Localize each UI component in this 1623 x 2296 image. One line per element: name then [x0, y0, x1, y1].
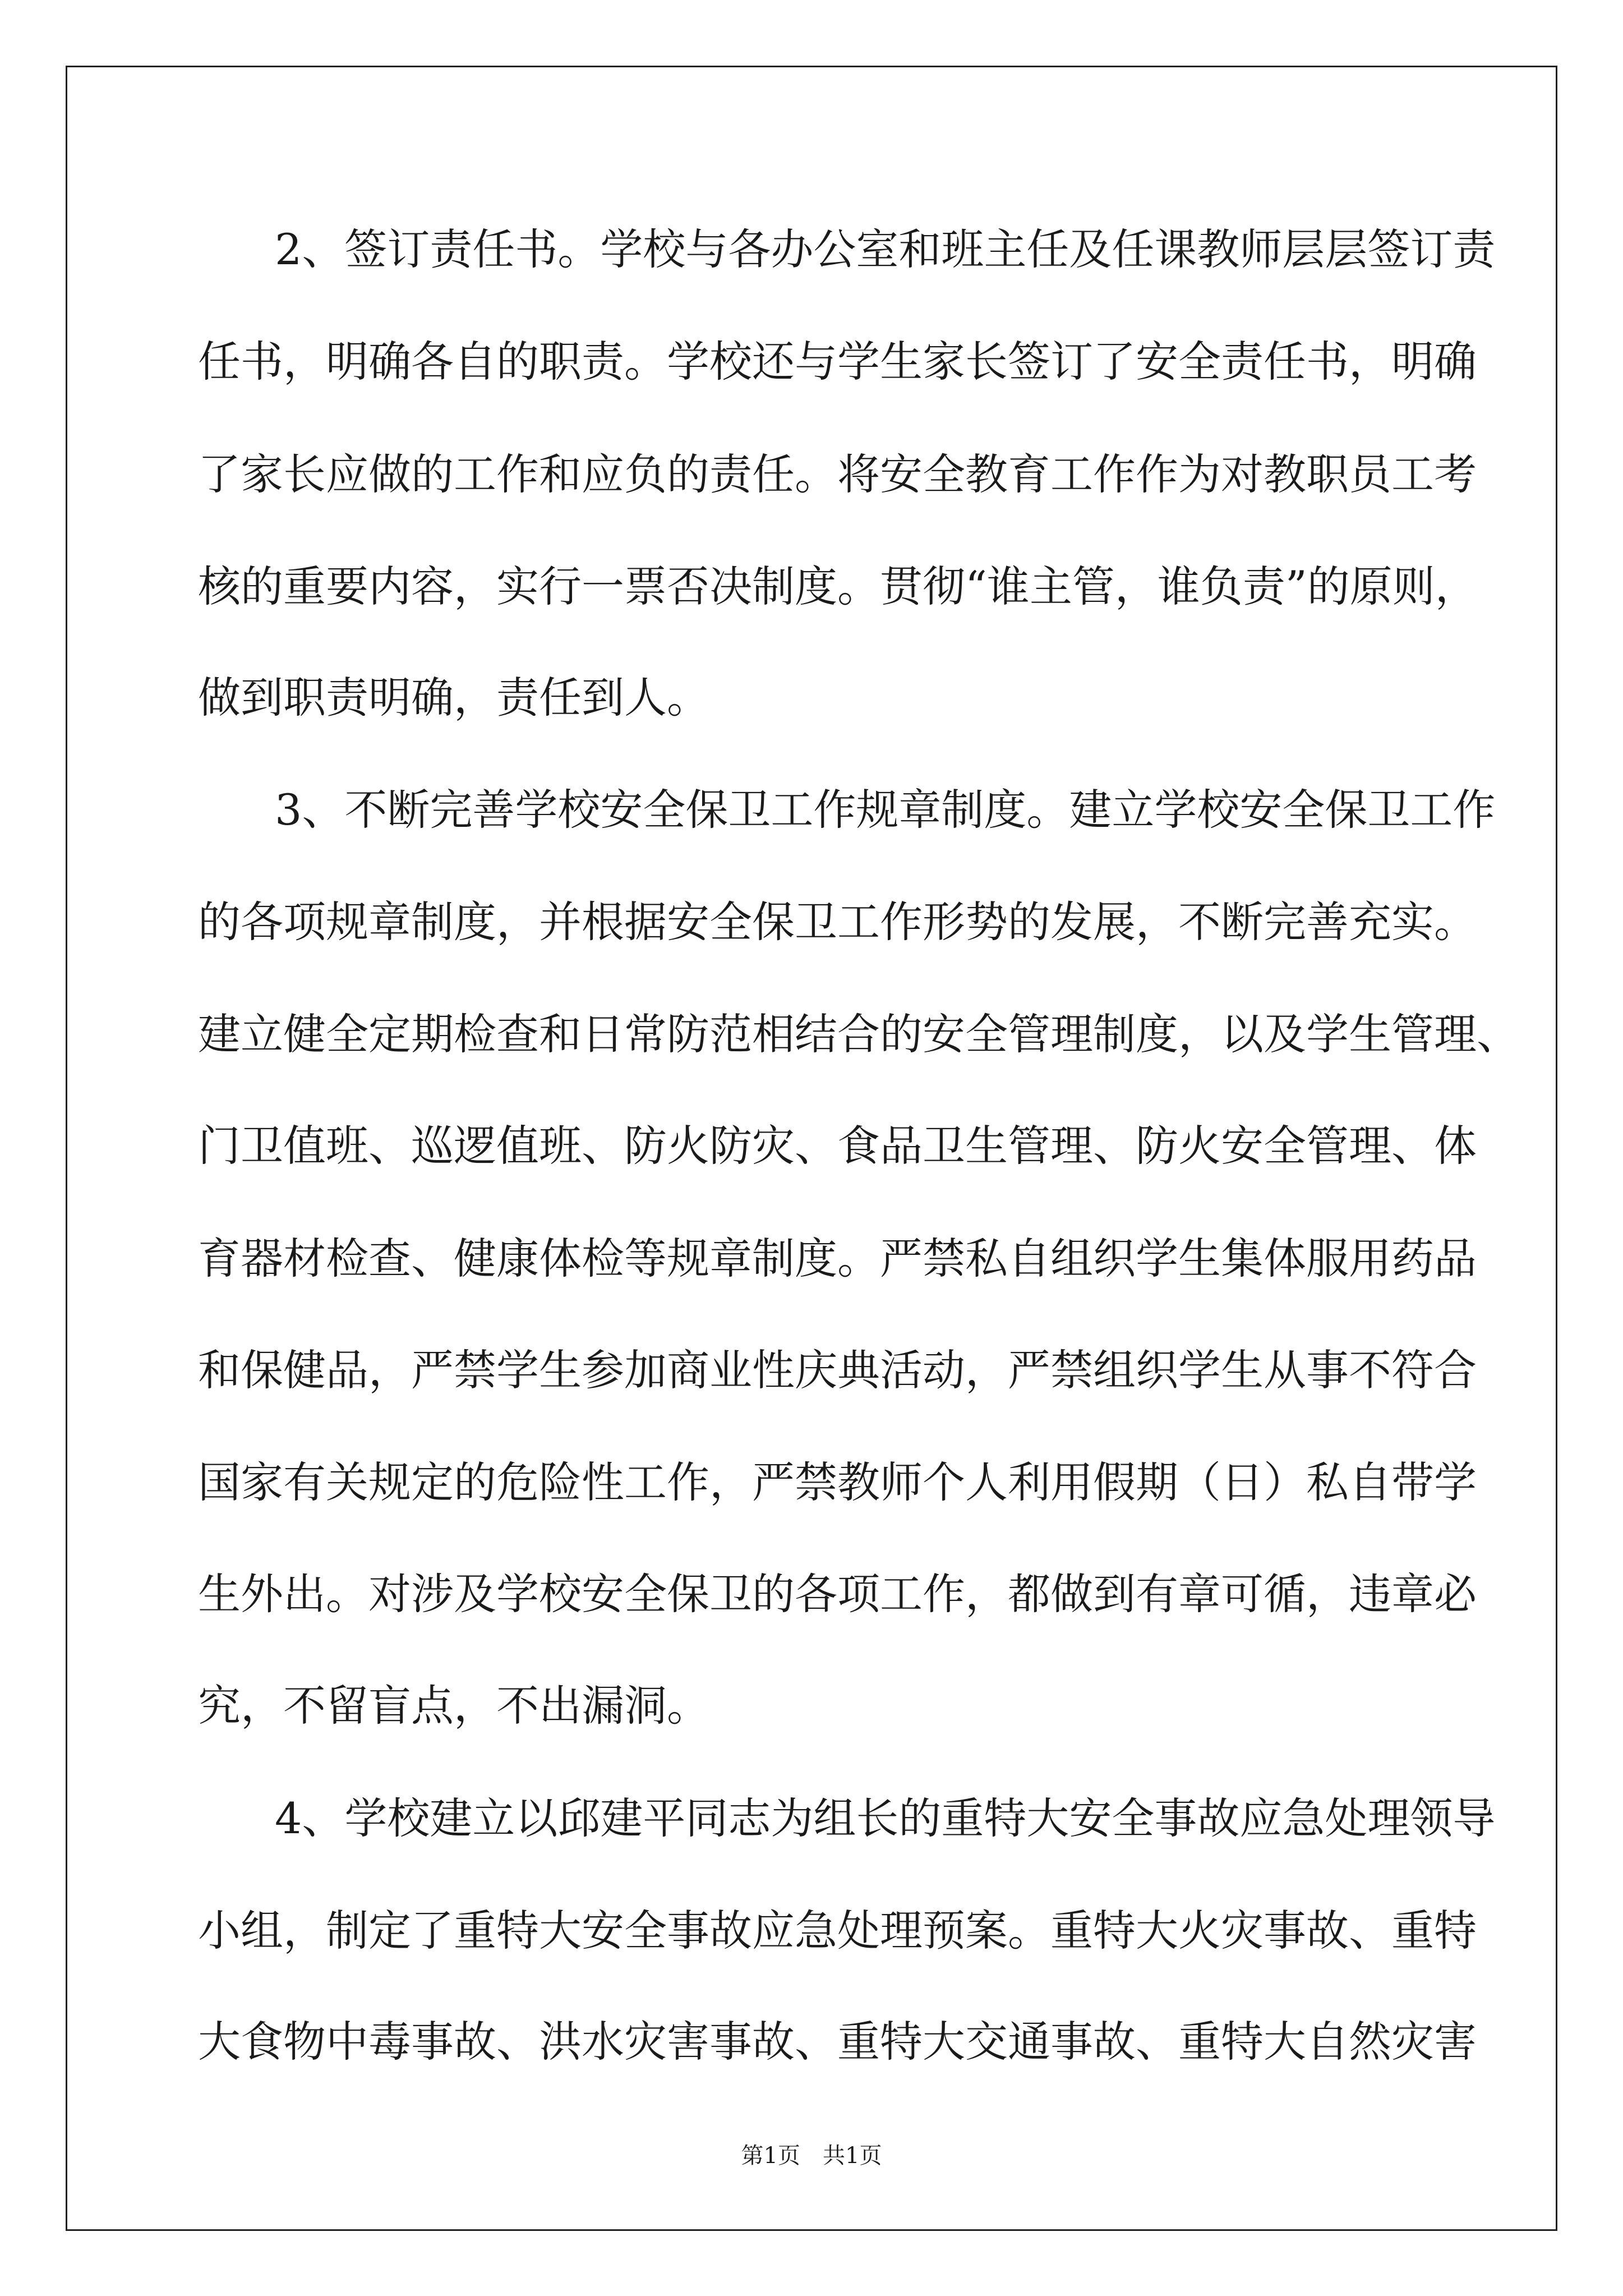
page-total: 共1页: [823, 2143, 882, 2169]
paragraph-3-line-6: 和保健品，严禁学生参加商业性庆典活动，严禁组织学生从事不符合: [198, 1345, 1477, 1395]
paragraph-3-line-3: 建立健全定期检查和日常防范相结合的安全管理制度，以及学生管理、: [198, 1009, 1519, 1059]
paragraph-2-line-5: 做到职责明确，责任到人。: [198, 673, 709, 723]
paragraph-3-line-9: 究，不留盲点，不出漏洞。: [198, 1681, 709, 1731]
paragraph-3-line-1: 3、不断完善学校安全保卫工作规章制度。建立学校安全保卫工作: [275, 785, 1496, 835]
paragraph-3-line-5: 育器材检查、健康体检等规章制度。严禁私自组织学生集体服用药品: [198, 1234, 1477, 1283]
page-footer: [0, 2142, 1623, 2170]
paragraph-2-line-4: 核的重要内容，实行一票否决制度。贯彻“谁主管，谁负责”的原则，: [198, 562, 1478, 611]
paragraph-4-line-3: 大食物中毒事故、洪水灾害事故、重特大交通事故、重特大自然灾害: [198, 2017, 1477, 2067]
paragraph-2-line-2: 任书，明确各自的职责。学校还与学生家长签订了安全责任书，明确: [198, 337, 1477, 386]
paragraph-3-line-8: 生外出。对涉及学校安全保卫的各项工作，都做到有章可循，违章必: [198, 1569, 1477, 1619]
paragraph-4-line-1: 4、学校建立以邱建平同志为组长的重特大安全事故应急处理领导: [275, 1793, 1496, 1843]
paragraph-2-line-3: 了家长应做的工作和应负的责任。将安全教育工作作为对教职员工考: [198, 449, 1477, 499]
paragraph-2-line-1: 2、签订责任书。学校与各办公室和班主任及任课教师层层签订责: [275, 224, 1496, 274]
paragraph-3-line-2: 的各项规章制度，并根据安全保卫工作形势的发展，不断完善充实。: [198, 897, 1477, 947]
paragraph-3-line-4: 门卫值班、巡逻值班、防火防灾、食品卫生管理、防火安全管理、体: [198, 1121, 1477, 1171]
paragraph-4-line-2: 小组，制定了重特大安全事故应急处理预案。重特大火灾事故、重特: [198, 1906, 1477, 1955]
page-number: 第1页: [741, 2143, 800, 2169]
paragraph-3-line-7: 国家有关规定的危险性工作，严禁教师个人利用假期（日）私自带学: [198, 1457, 1477, 1507]
